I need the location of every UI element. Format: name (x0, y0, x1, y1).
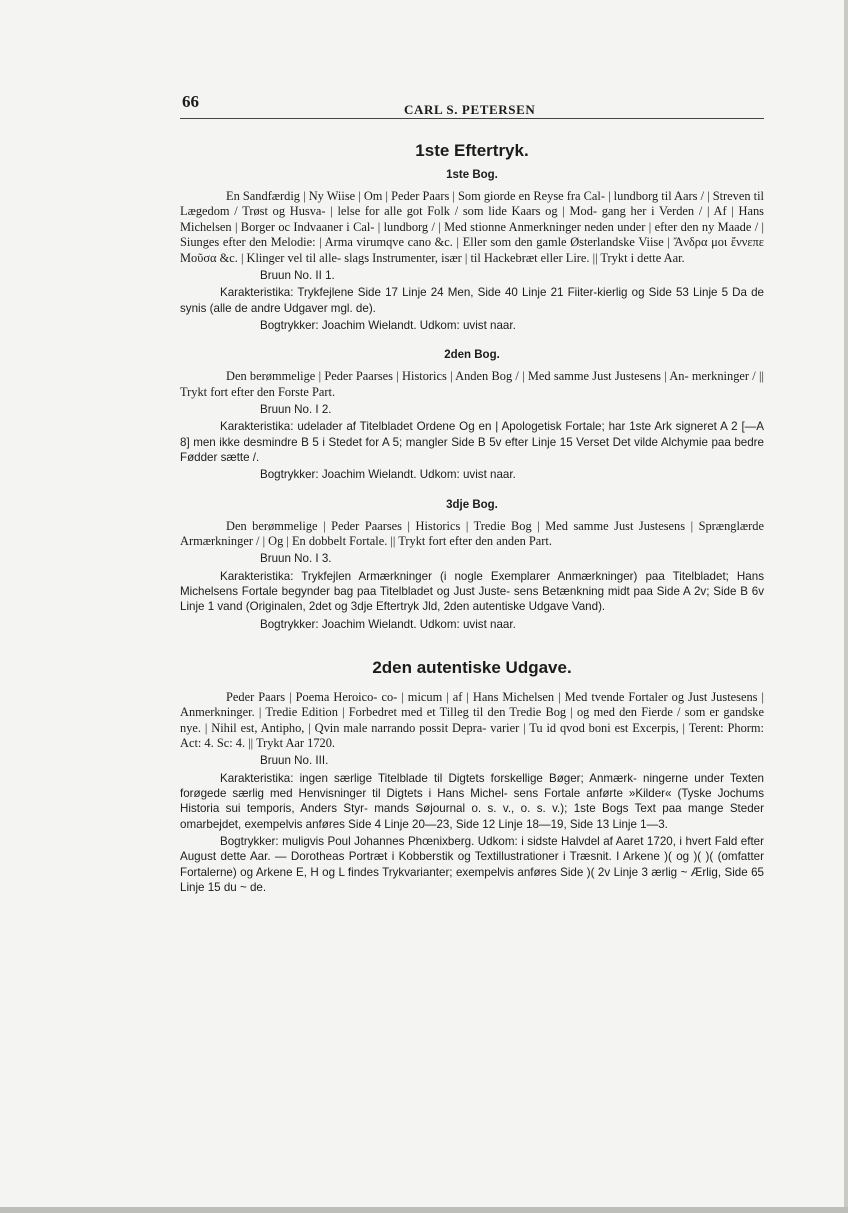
book1-bogtrykker: Bogtrykker: Joachim Wielandt. Udkom: uvist naar. (260, 318, 516, 332)
udgave-bruun: Bruun No. III. (260, 754, 329, 768)
udgave-title-text: Peder Paars | Poema Heroico- co- | micum | af | Hans Michelsen | Med tvende Fortaler og Just Justesens | Anmerkninger. | Tredie Edition | Forbedret med et Tilleg til den Tredie Bog | og med den Fierde / som er gandske nye. | Nihil est, Antipho, | Qvin male narrando possit Depra- varier | Tu id qvod boni est Excerpis, | Terent: Phorm: Act: 4. Sc: 4. || Trykt Aar 1720. (180, 689, 764, 751)
book1-bruun: Bruun No. II 1. (260, 269, 335, 283)
book1-karakteristika: Karakteristika: Trykfejlene Side 17 Linje 24 Men, Side 40 Linje 21 Fiiter-kierlig og Side 53 Linje 5 Da de synis (alle de andre Udgaver mgl. de). (180, 286, 764, 315)
section-title-2den-autentiske-udgave: 2den autentiske Udgave. (372, 657, 572, 677)
page-header (180, 88, 764, 119)
book1-title-text: En Sandfærdig | Ny Wiise | Om | Peder Paars | Som giorde en Reyse fra Cal- | lundborg til Aars / | Streven til Lægedom / Trøst og Husva- | lelse for alle got Folk / som lide Kaars og | Mod- gang her i Verden / | Af | Hans Michelsen | Borger oc Indvaaner i Cal- | lundborg / | Med stionne Anmerkninger neden under | efter den ny Maade / | Siunges efter den Melodie: | Arma virumqve cano &c. | Eller som den gamle Østerlandske Viise | Ἄνδρα μοι ἔννεπε Μοῦσα &c. | Klinger vel til alle- slags Instrumenter, især | til Hackebræt eller Lire. || Trykt i dette Aar. (180, 189, 764, 265)
page-content (180, 88, 764, 895)
book3-karakteristika: Karakteristika: Trykfejlen Armærkninger (i nogle Exemplarer Anmærkninger) paa Titelbladet; Hans Michelsens Fortale begynder bag paa Titelbladet og Just Juste- sens Betænkning midt paa Side A 2v; Side B 6v Linje 1 vand (Originalen, 2det og 3dje Eftertryk Jld, 2den autentiske Udgave Vand). (180, 569, 764, 614)
udgave-bogtrykker: Bogtrykker: muligvis Poul Johannes Phœnixberg. Udkom: i sidste Halvdel af Aaret 1720, i hvert Fald efter August dette Aar. — Dorotheas Portræt i Kobberstik og Textillustrationer i Træsnit. I Arkene )( og )( )( (omfatter Fortalerne) og Arkene E, H og L findes Trykvarianter; exempelvis anføres Side )( 2v Linje 3 ærlig ~ Ærlig, Side 65 Linje 15 du ~ de. (180, 834, 764, 894)
page-number: 66 (182, 92, 199, 111)
book-heading-1: 1ste Bog. (446, 169, 498, 181)
book3-bruun: Bruun No. I 3. (260, 552, 332, 566)
book2-bruun: Bruun No. I 2. (260, 403, 332, 417)
book2-bogtrykker: Bogtrykker: Joachim Wielandt. Udkom: uvist naar. (260, 468, 516, 482)
book-heading-3: 3dje Bog. (446, 498, 498, 511)
book-heading-2: 2den Bog. (444, 349, 500, 362)
udgave-karakteristika: Karakteristika: ingen særlige Titelblade til Digtets forskellige Bøger; Anmærk- ningerne under Texten forøgede særlig med Henvisninger til Digtets i Hans Michel- sens Fortale anførte »Kilder« (Tyske Jochums Historia sui temporis, Anders Styr- mands Søjournal o. s. v., o. s. v.); 1ste Bogs Text paa mange Steder omarbejdet, exempelvis anføres Side 4 Linje 20—23, Side 12 Linje 18—19, Side 13 Linje 1—3. (180, 771, 764, 831)
book3-title-text: Den berømmelige | Peder Paarses | Historics | Tredie Bog | Med samme Just Justesens | Sprænglærde Armærkninger / | Og | En dobbelt Fortale. || Trykt fort efter den anden Part. (180, 518, 764, 548)
book2-karakteristika: Karakteristika: udelader af Titelbladet Ordene Og en | Apologetisk Fortale; har 1ste Ark signeret A 2 [—A 8] men ikke desmindre B 5 i Stedet for A 5; mangler Side B 5v efter Linje 15 Verset Det vilde Alchymie paa bedre Fødder sætte /. (180, 420, 764, 464)
page-edge-bottom (0, 1207, 848, 1213)
running-head: CARL S. PETERSEN (404, 102, 536, 117)
book2-title-text: Den berømmelige | Peder Paarses | Historics | Anden Bog / | Med samme Just Justesens | An- merkninger / || Trykt fort efter den Forste Part. (180, 369, 764, 399)
section-title-1ste-eftertryk: 1ste Eftertryk. (415, 141, 529, 160)
page-edge-right (844, 0, 848, 1213)
book3-bogtrykker: Bogtrykker: Joachim Wielandt. Udkom: uvist naar. (260, 617, 516, 631)
